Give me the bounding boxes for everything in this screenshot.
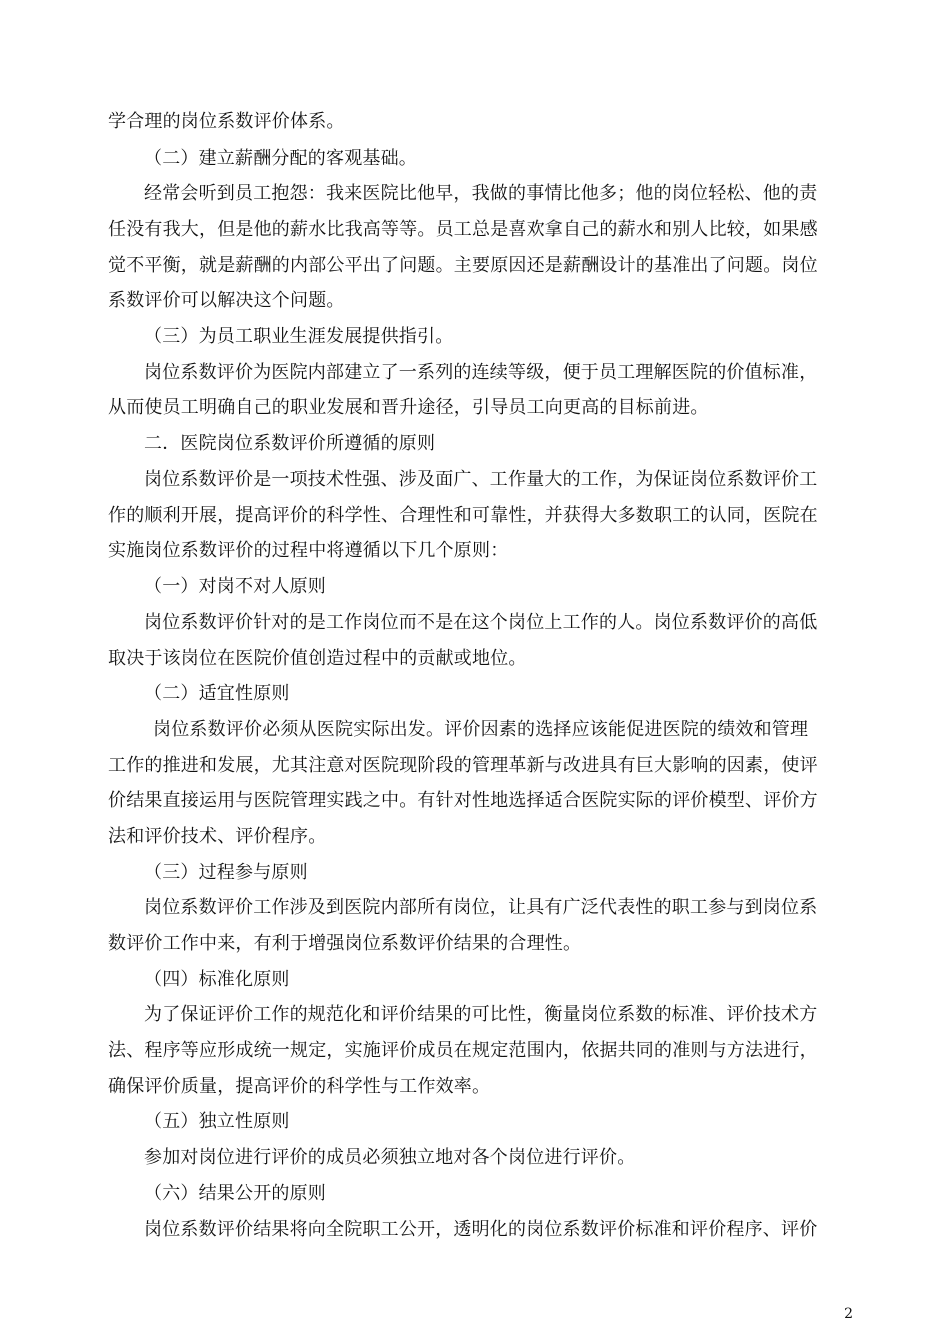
text-line: 取决于该岗位在医院价值创造过程中的贡献或地位。 [108, 648, 527, 669]
text-line: 作的顺利开展，提高评价的科学性、合理性和可靠性，并获得大多数职工的认同，医院在 [108, 505, 818, 526]
text-line: 为了保证评价工作的规范化和评价结果的可比性，衡量岗位系数的标准、评价技术方 [144, 1004, 818, 1025]
text-line: 法和评价技术、评价程序。 [108, 826, 327, 847]
text-line: （三）过程参与原则 [144, 862, 308, 883]
text-line: （二）建立薪酬分配的客观基础。 [144, 148, 417, 169]
text-line: 岗位系数评价结果将向全院职工公开，透明化的岗位系数评价标准和评价程序、评价 [144, 1219, 818, 1240]
text-line: 工作的推进和发展，尤其注意对医院现阶段的管理革新与改进具有巨大影响的因素，使评 [108, 755, 818, 776]
text-line: 岗位系数评价工作涉及到医院内部所有岗位，让具有广泛代表性的职工参与到岗位系 [144, 897, 818, 918]
text-line: （二）适宜性原则 [144, 683, 290, 704]
text-line: 参加对岗位进行评价的成员必须独立地对各个岗位进行评价。 [144, 1147, 636, 1168]
text-line: 觉不平衡，就是薪酬的内部公平出了问题。主要原因还是薪酬设计的基准出了问题。岗位 [108, 255, 818, 276]
text-line: （一）对岗不对人原则 [144, 576, 326, 597]
text-line: 经常会听到员工抱怨：我来医院比他早，我做的事情比他多；他的岗位轻松、他的责 [144, 183, 818, 204]
text-line: 岗位系数评价必须从医院实际出发。评价因素的选择应该能促进医院的绩效和管理 [153, 719, 809, 740]
text-line: 岗位系数评价是一项技术性强、涉及面广、工作量大的工作，为保证岗位系数评价工 [144, 469, 818, 490]
text-line: 岗位系数评价针对的是工作岗位而不是在这个岗位上工作的人。岗位系数评价的高低 [144, 612, 818, 633]
text-line: （六）结果公开的原则 [144, 1183, 326, 1204]
text-line: 价结果直接运用与医院管理实践之中。有针对性地选择适合医院实际的评价模型、评价方 [108, 790, 818, 811]
text-line: 学合理的岗位系数评价体系。 [108, 111, 345, 132]
text-line: 实施岗位系数评价的过程中将遵循以下几个原则： [108, 540, 509, 561]
text-line: 任没有我大，但是他的薪水比我高等等。员工总是喜欢拿自己的薪水和别人比较，如果感 [108, 219, 818, 240]
text-line: 系数评价可以解决这个问题。 [108, 290, 345, 311]
text-line: 岗位系数评价为医院内部建立了一系列的连续等级，便于员工理解医院的价值标准， [144, 362, 818, 383]
text-line: （五）独立性原则 [144, 1111, 290, 1132]
text-line: 数评价工作中来，有利于增强岗位系数评价结果的合理性。 [108, 933, 582, 954]
text-line: 从而使员工明确自己的职业发展和晋升途径，引导员工向更高的目标前进。 [108, 397, 709, 418]
text-line: （四）标准化原则 [144, 969, 290, 990]
text-line: （三）为员工职业生涯发展提供指引。 [144, 326, 454, 347]
page-number: 2 [844, 1306, 853, 1322]
text-line: 确保评价质量，提高评价的科学性与工作效率。 [108, 1076, 491, 1097]
text-line: 法、程序等应形成统一规定，实施评价成员在规定范围内，依据共同的准则与方法进行， [108, 1040, 818, 1061]
text-line: 二．医院岗位系数评价所遵循的原则 [144, 433, 436, 454]
